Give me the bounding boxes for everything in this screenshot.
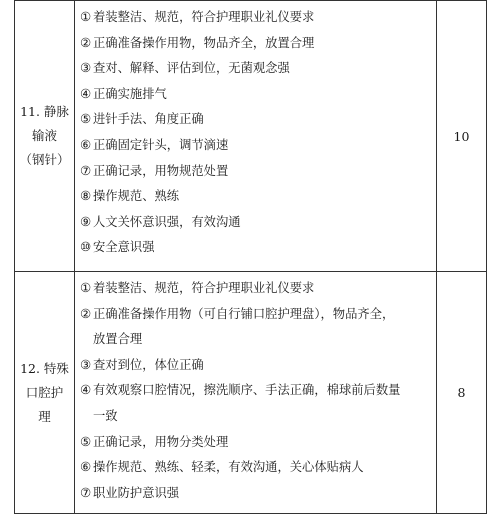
skill-name-line: 理 — [38, 408, 51, 424]
criteria-item — [80, 210, 436, 236]
criteria-item — [80, 235, 436, 261]
criteria-item — [80, 184, 436, 210]
item-number: ② — [80, 306, 92, 321]
criteria-item — [80, 56, 436, 82]
item-number: ⑨ — [80, 214, 92, 229]
item-text: 正确固定针头，调节滴速 — [93, 137, 229, 152]
item-number: ④ — [80, 86, 92, 101]
item-number: ⑤ — [80, 112, 92, 127]
score-cell: 8 — [437, 272, 487, 514]
criteria-item — [80, 455, 436, 481]
criteria-item — [80, 31, 436, 57]
criteria-cell — [75, 1, 437, 272]
item-text: 人文关怀意识强，有效沟通 — [93, 214, 241, 229]
item-text: 正确准备操作用物（可自行铺口腔护理盘），物品齐全， — [93, 306, 395, 321]
item-text: 操作规范、熟练 — [93, 189, 180, 204]
item-number: ① — [80, 10, 92, 24]
item-text: 正确记录，用物分类处理 — [93, 434, 229, 449]
item-number: ⑤ — [80, 434, 92, 449]
criteria-item — [80, 481, 436, 507]
criteria-item-continuation: 放置合理 — [93, 332, 143, 347]
skill-name-cell — [15, 1, 75, 272]
criteria-item — [80, 378, 436, 404]
table-row — [15, 1, 487, 272]
skill-name-cell — [15, 272, 75, 514]
criteria-item — [80, 353, 436, 379]
criteria-item-continuation: 一致 — [93, 408, 118, 423]
item-text: 正确记录，用物规范处置 — [93, 163, 229, 178]
criteria-item — [80, 107, 436, 133]
criteria-cell — [75, 272, 437, 514]
skill-name-line: 口腔护 — [25, 384, 64, 400]
item-number: ⑦ — [80, 485, 92, 500]
item-number: ① — [80, 281, 92, 295]
criteria-item — [80, 430, 436, 456]
item-number: ② — [80, 35, 92, 50]
skill-name-line: 输液 — [31, 128, 57, 143]
item-text: 正确准备操作用物，物品齐全，放置合理 — [93, 35, 315, 50]
item-number: ⑥ — [80, 137, 92, 152]
item-text: 着装整洁、规范，符合护理职业礼仪要求 — [93, 10, 315, 24]
item-text: 查对、解释、评估到位，无菌观念强 — [93, 61, 290, 76]
assessment-table — [14, 0, 487, 514]
criteria-item — [80, 159, 436, 185]
criteria-item — [80, 302, 436, 328]
item-number: ⑩ — [80, 240, 92, 255]
item-number: ③ — [80, 61, 92, 76]
item-text: 正确实施排气 — [93, 86, 167, 101]
item-number: ⑦ — [80, 163, 92, 178]
item-number: ④ — [80, 383, 92, 398]
criteria-item — [80, 276, 436, 302]
item-text: 操作规范、熟练、轻柔，有效沟通，关心体贴病人 — [93, 460, 364, 475]
criteria-item — [80, 5, 436, 31]
item-text: 查对到位，体位正确 — [93, 357, 204, 372]
criteria-item — [80, 82, 436, 108]
item-number: ⑧ — [80, 189, 92, 204]
item-number: ③ — [80, 357, 92, 372]
item-text: 着装整洁、规范，符合护理职业礼仪要求 — [93, 281, 315, 295]
item-text: 进针手法、角度正确 — [93, 112, 204, 127]
item-number: ⑥ — [80, 460, 92, 475]
item-text: 职业防护意识强 — [93, 485, 180, 500]
skill-name-line: （钢针） — [19, 152, 70, 167]
table-row — [15, 272, 487, 514]
skill-name-line: 12. 特殊 — [20, 360, 69, 376]
score-cell: 10 — [437, 1, 487, 272]
skill-name-line: 11. 静脉 — [20, 104, 69, 119]
item-text: 有效观察口腔情况，擦洗顺序、手法正确，棉球前后数量 — [93, 383, 401, 398]
criteria-item — [80, 133, 436, 159]
item-text: 安全意识强 — [93, 240, 155, 255]
